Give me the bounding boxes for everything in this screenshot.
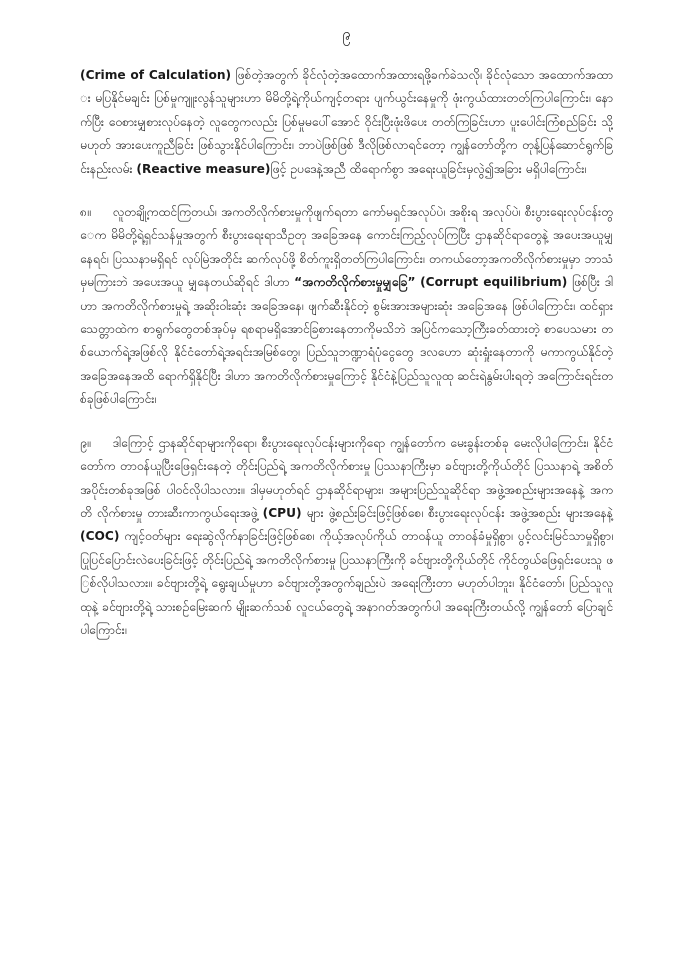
text-segment: ဖြစ်ပြီး ဒါဟာ အကတိလိုက်စားမှုရဲ့ အဆိုးဝါးဆုံး အခြေအနေ၊ ဖျက်ဆီးနိုင်တဲ့ စွမ်းအားအများဆုံး အခြေအနေ ဖြစ်ပါကြောင်း၊ ထင်ရှားသေတ္တာထဲက စာရွက်တွေတစ်အုပ်မှ ရစရာမရှိအောင်ခြစားနေတာကိုမသိဘဲ အပြင်ကသော့ကြီးခတ်ထားတဲ့ စာပေသမား တစ်ယောက်ရဲ့အဖြစ်လို နိုင်ငံတော်ရဲ့အရင်းအမြစ်တွေ၊ ပြည်သူဘဏ္ဍာရံပုံငွေတွေ ဒလဟော ဆုံးရှုံးနေတာကို မကာကွယ်နိုင်တဲ့ အခြေအနေအထိ ရောက်ရှိနိုင်ပြီး ဒါဟာ အကတိလိုက်စားမှုကြောင့် နိုင်ငံနဲ့ပြည်သူလူထု ဆင်းရဲနွမ်းပါးရတဲ့ အကြောင်းရင်းတစ်ခုဖြစ်ပါကြောင်း၊ (80, 275, 613, 407)
text-segment: (COC) (80, 529, 120, 544)
text-segment: (Crime of Calculation) (80, 68, 232, 82)
page-number: ၉ (342, 25, 351, 43)
paragraph-continuation (80, 64, 613, 181)
paragraph-number: ၉။ (80, 435, 91, 450)
paragraph-number: ၈။ (80, 205, 91, 220)
text-segment: ဖြစ်တဲ့အတွက် ခိုင်လုံတဲ့အထောက်အထားရဖို့ခက်ခဲသလို၊ ခိုင်လုံသော အထောက်အထား မပြနိုင်မချင်း ပြစ်မှုကျူးလွန်သူများဟာ မိမိတို့ရဲ့ကိုယ်ကျင့်တရား ပျက်ယွင်းနေမှုကို ဖုံးကွယ်ထားတတ်ကြပါကြောင်း၊ နောက်ပြီး ဝေစားမျှစားလုပ်နေတဲ့ လူတွေကလည်း ပြစ်မှုမပေါ်အောင် ဝိုင်းပြီးဖုံးဖိပေး တတ်ကြခြင်းဟာ ပူးပေါင်းကြံစည်ခြင်း သို့မဟုတ် အားပေးကူညီခြင်း ဖြစ်သွားနိုင်ပါကြောင်း၊ ဘာပဲဖြစ်ဖြစ် ဒီလိုဖြစ်လာရင်တော့ ကျွန်တော်တို့က တုန့်ပြန်ဆောင်ရွက်ခြင်းနည်းလမ်း (80, 68, 613, 176)
text-segment: လူတချို့ကထင်ကြတယ်၊ အကတိလိုက်စားမှုကိုဖျက်ရတာ ကော်မရှင်အလုပ်ပဲ၊ အစိုးရ အလုပ်ပဲ၊ စီးပွားရေးလုပ်ငန်းတွေက မိမိတို့ရဲ့ရှင်သန်မှုအတွက် စီးပွားရေးရာသီဥတု အခြေအနေ ကောင်းကြည့်လုပ်ကြပြီး ဌာနဆိုင်ရာတွေနဲ့ အပေးအယူမျှနေရင်၊ ပြဿနာမရှိရင် လုပ်မြဲအတိုင်း ဆက်လုပ်ဖို့ စိတ်ကူးရှိတတ်ကြပါကြောင်း၊ တကယ်တော့အကတိလိုက်စားမှုမှာ ဘာသံမှမကြားဘဲ အပေးအယူ မျှနေတယ်ဆိုရင် ဒါဟာ (80, 205, 613, 290)
text-segment: “အကတိလိုက်စားမှုမျှခြေ” (294, 275, 416, 290)
text-segment: ကျင့်ဝတ်များ ရေးဆွဲလိုက်နာခြင်းဖြင့်ဖြစ်စေ၊ ကိုယ့်အလုပ်ကိုယ် တာဝန်ယူ တာဝန်ခံမှုရှိစွာ၊ ပွင့်လင်းမြင်သာမှုရှိစွာ၊ ပြုပြင်ပြောင်းလဲပေးခြင်းဖြင့် တိုင်းပြည်ရဲ့ အကတိလိုက်စားမှု ပြဿနာကြီးကို ခင်ဗျားတို့ကိုယ်တိုင် ကိုင်တွယ်ဖြေရှင်းပေးသူ ဖြစ်လိုပါသလား။ ခင်ဗျားတို့ရဲ့ ရွေးချယ်မှုဟာ ခင်ဗျားတို့အတွက်ချည်းပဲ အရေးကြီးတာ မဟုတ်ပါဘူး၊ နိုင်ငံတော်၊ ပြည်သူလူထုနဲ့ ခင်ဗျားတို့ရဲ့ သားစဉ်မြေးဆက် မျိုးဆက်သစ် လူငယ်တွေရဲ့ အနာဂတ်အတွက်ပါ အရေးကြီးတယ်လို့ ကျွန်တော် ပြောချင်ပါကြောင်း၊ (80, 529, 613, 637)
text-segment: (CPU) (262, 505, 302, 520)
text-segment: ဒါကြောင့် ဌာနဆိုင်ရာများကိုရော၊ စီးပွားရေးလုပ်ငန်းများကိုရော ကျွန်တော်က မေးခွန်းတစ်ခု မေးလိုပါကြောင်း၊ နိုင်ငံတော်က တာဝန်ယူပြီးဖြေရှင်းနေတဲ့ တိုင်းပြည်ရဲ့ အကတိလိုက်စားမှု ပြဿနာကြီးမှာ ခင်ဗျားတို့ကိုယ်တိုင် ပြဿနာရဲ့ အစိတ်အပိုင်းတစ်ခုအဖြစ် ပါဝင်လိုပါသလား။ ဒါမှမဟုတ်ရင် ဌာနဆိုင်ရာများ၊ အများပြည်သူဆိုင်ရာ အဖွဲ့အစည်းများအနေနဲ့ အကတိ လိုက်စားမှု တားဆီးကာကွယ်ရေးအဖွဲ့ (80, 435, 613, 520)
paragraph-8 (80, 201, 613, 412)
paragraph-9 (80, 432, 613, 643)
text-segment: (Reactive measure) (136, 161, 271, 176)
text-segment: ဖြင့် ဥပဒေနဲ့အညီ ထိရောက်စွာ အရေးယူခြင်းမှလွဲ၍အခြား မရှိပါကြောင်း၊ (270, 161, 587, 176)
text-segment: များ ဖွဲ့စည်းခြင်းဖြင့်ဖြစ်စေ၊ စီးပွားရေးလုပ်ငန်း အဖွဲ့အစည်း များအနေနဲ့ (301, 505, 613, 520)
text-segment: (Corrupt equilibrium) (420, 275, 568, 290)
